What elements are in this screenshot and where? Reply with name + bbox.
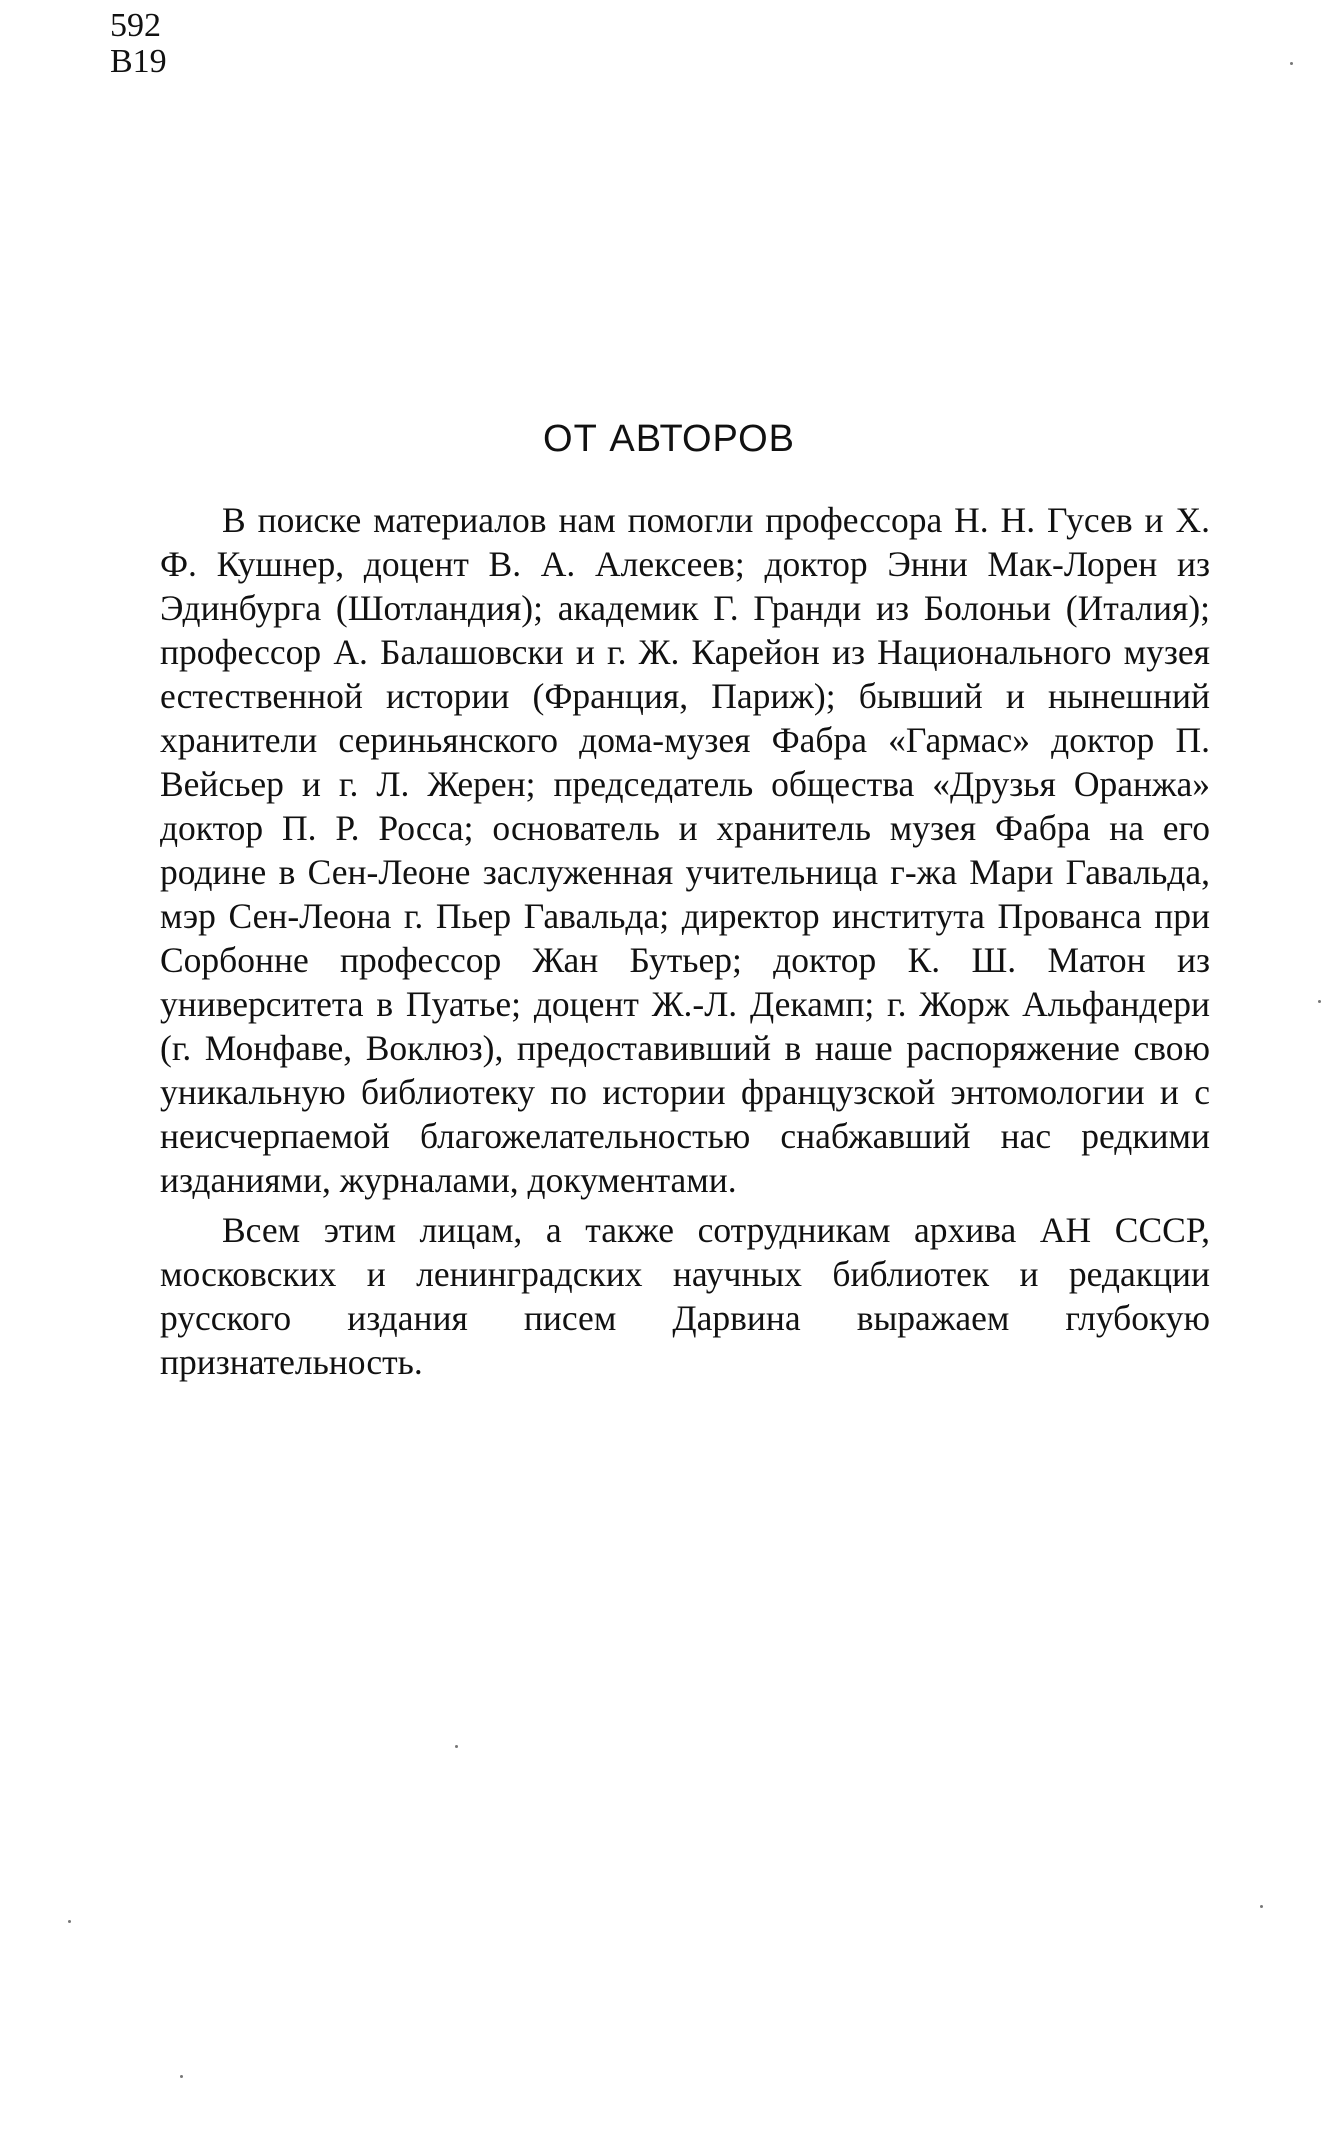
acknowledgements-paragraph-1: В поиске материалов нам помогли профессора Н. Н. Гусев и Х. Ф. Кушнер, доцент В. А. Алексеев; доктор Энни Мак-Лорен из Эдинбурга (Шотландия); академик Г. Гранди из Болоньи (Италия); профессор А. Балашовски и г. Ж. Карейон из Национального музея естественной истории (Франция, Париж); бывший и нынешний хранители сериньянского дома-музея Фабра «Гармас» доктор П. Вейсьер и г. Л. Жерен; председатель общества «Друзья Оранжа» доктор П. Р. Росса; основатель и хранитель музея Фабра на его родине в Сен-Леоне заслуженная учительница г-жа Мари Гавальда, мэр Сен-Леона г. Пьер Гавальда; директор института Прованса при Сорбонне профессор Жан Бутьер; доктор К. Ш. Матон из университета в Пуатье; доцент Ж.-Л. Декамп; г. Жорж Альфандери (г. Монфаве, Воклюз), предоставивший в наше распоряжение свою уникальную библиотеку по истории французской энтомологии и с неисчерпаемой благожелательностью снабжавший нас редкими изданиями, журналами, документами. [160,500,1210,1200]
scan-speck [68,1920,71,1923]
scan-speck [1260,1905,1263,1908]
acknowledgements-paragraph-2: Всем этим лицам, а также сотрудникам архива АН СССР, московских и ленинградских научных библиотек и редакции русского издания писем Дарвина выражаем глубокую признательность. [160,1210,1210,1382]
body-text [160,498,1210,1384]
section-heading: ОТ АВТОРОВ [543,418,795,460]
scan-speck [180,2075,183,2078]
classification-code: В19 [110,43,167,80]
scan-speck [1318,1000,1321,1003]
scan-speck [1290,62,1293,65]
classification-number: 592 [110,7,161,44]
library-classification [110,8,167,80]
scan-speck [455,1745,458,1748]
